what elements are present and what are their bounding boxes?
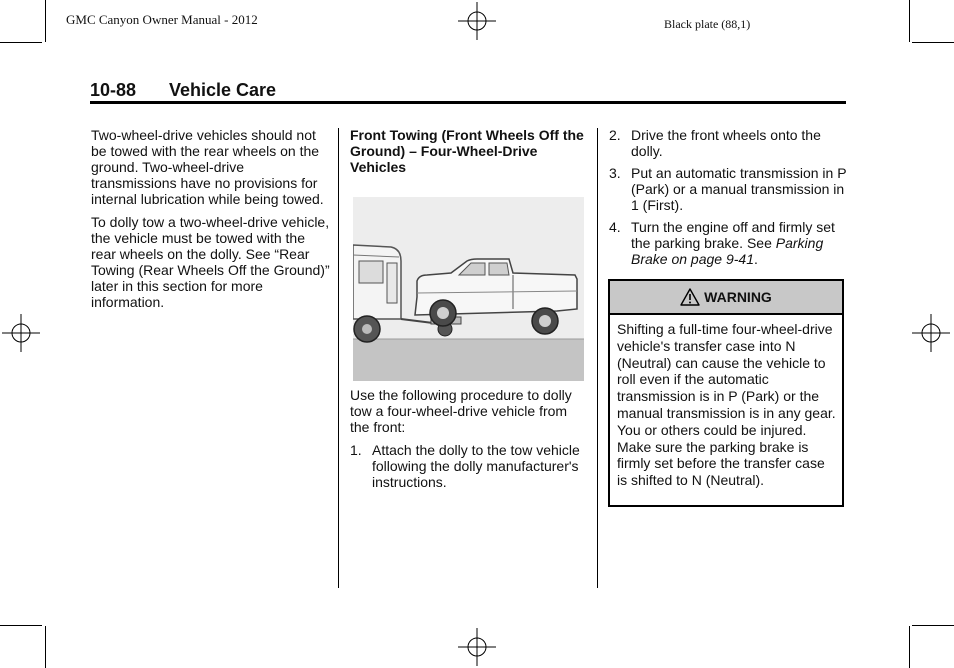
crop-mark: [0, 625, 42, 626]
section-heading: [90, 80, 276, 101]
warning-text: Shifting a full-time four-wheel-drive vehicle's transfer case into N (Neutral) can cause the vehicle to roll even if the automatic transmission is in P (Park) or the manual transmission is in any gear. You or others could be injured. Make sure the parking brake is firmly set before the transfer case is shifted to N (Neutral).: [617, 321, 836, 489]
manual-title: GMC Canyon Owner Manual - 2012: [66, 12, 258, 27]
warning-title: WARNING: [704, 289, 772, 305]
heading-rule: [90, 101, 846, 104]
page-number: 10-88: [90, 80, 137, 100]
warning-header: [610, 281, 842, 315]
list-item: 1. Attach the dolly to the tow vehicle following the dolly manufacturer's instructions.: [350, 442, 580, 490]
list-item: 2. Drive the front wheels onto the dolly.: [609, 127, 821, 159]
subheading: Front Towing (Front Wheels Off the Ground) – Four-Wheel-Drive Vehicles: [350, 127, 584, 175]
column-2-lower: [350, 387, 586, 496]
crop-mark: [912, 625, 954, 626]
registration-mark-icon: [2, 314, 40, 352]
crop-mark: [909, 0, 910, 42]
column-divider: [597, 128, 598, 588]
list-item: 3. Put an automatic transmission in P (Park) or a manual transmission in 1 (First).: [609, 165, 847, 213]
column-3: [609, 127, 849, 273]
cross-reference-link[interactable]: Parking Brake on page 9-41: [631, 235, 824, 267]
crop-mark: [45, 626, 46, 668]
list-item: 4. Turn the engine off and firmly set the parking brake. See Parking Brake on page 9-41.: [609, 219, 835, 267]
registration-mark-icon: [912, 314, 950, 352]
procedure-steps: [609, 127, 849, 267]
paragraph: Two-wheel-drive vehicles should not be towed with the rear wheels on the ground. Two-wheel-drive transmissions have no provisions for internal lubrication while being towed.: [91, 127, 324, 207]
paragraph: To dolly tow a two-wheel-drive vehicle, the vehicle must be towed with the rear wheels on the dolly. See “Rear Towing (Rear Wheels Off the Ground)” later in this section for more information.: [91, 214, 330, 310]
warning-triangle-icon: [680, 288, 700, 306]
registration-mark-icon: [458, 2, 496, 40]
crop-mark: [0, 42, 42, 43]
column-2: [350, 127, 586, 182]
dolly-tow-illustration: [353, 197, 584, 381]
crop-mark: [909, 626, 910, 668]
warning-box: [608, 279, 844, 507]
column-divider: [338, 128, 339, 588]
section-title: Vehicle Care: [169, 80, 277, 100]
procedure-steps: [350, 442, 586, 490]
crop-mark: [45, 0, 46, 42]
plate-label: Black plate (88,1): [664, 17, 751, 31]
registration-mark-icon: [458, 628, 496, 666]
column-1: [91, 127, 331, 317]
paragraph: Use the following procedure to dolly tow a four-wheel-drive vehicle from the front:: [350, 387, 572, 435]
crop-mark: [912, 42, 954, 43]
